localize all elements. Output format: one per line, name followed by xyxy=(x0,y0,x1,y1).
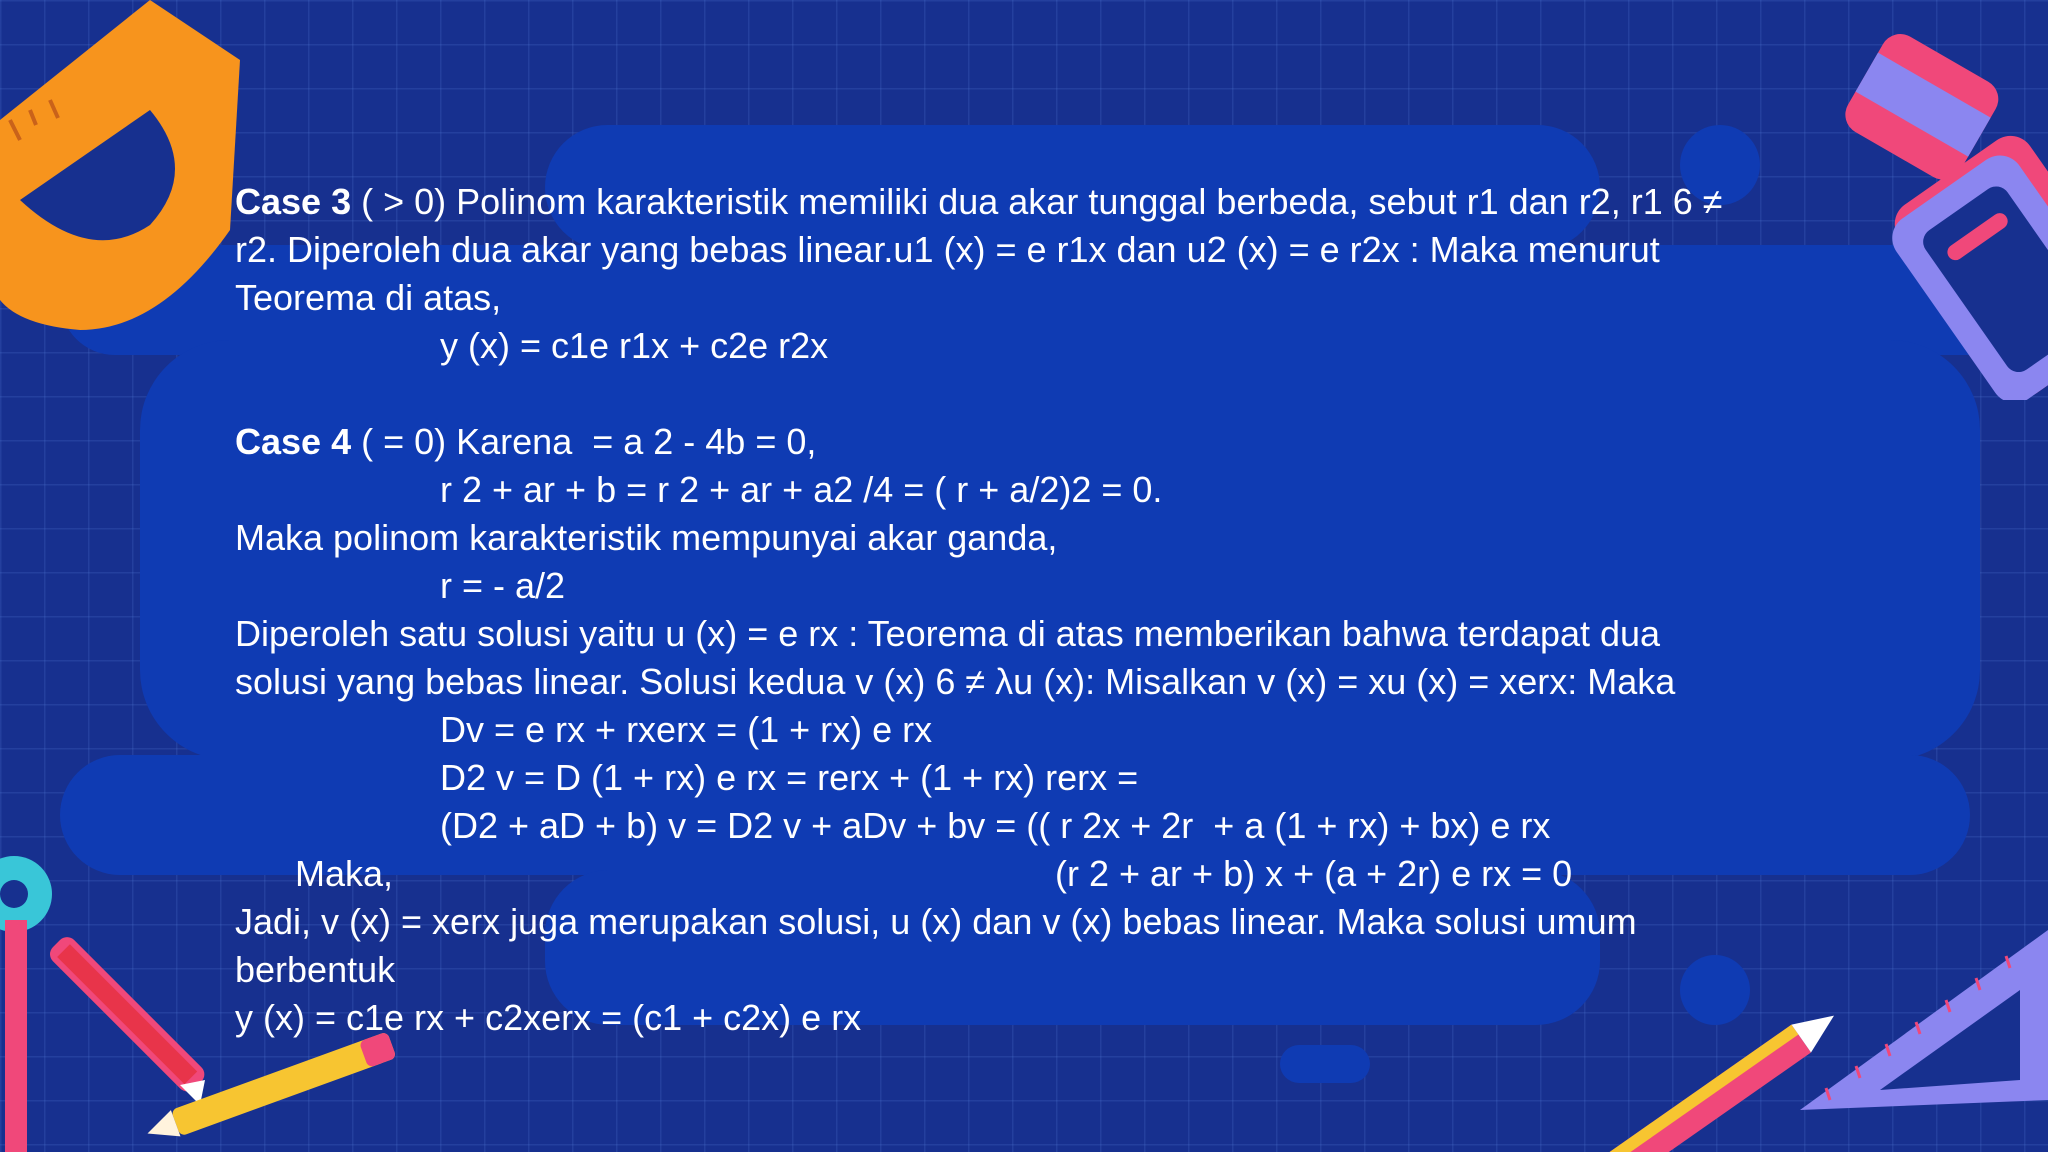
case4-line-5: Diperoleh satu solusi yaitu u (x) = e rx : Teorema di atas memberikan bahwa terdapat dua xyxy=(235,613,1661,654)
case4-equation-4: D2 v = D (1 + rx) e rx = rerx + (1 + rx) rerx = xyxy=(440,757,1139,798)
case4-equation-1: r 2 + ar + b = r 2 + ar + a2 /4 = ( r + a/2)2 = 0. xyxy=(440,469,1163,510)
case4-equation-5: (D2 + aD + b) v = D2 v + aDv + bv = (( r 2x + 2r + a (1 + rx) + bx) e rx xyxy=(440,805,1551,846)
protractor-icon xyxy=(0,0,250,340)
case3-line-1 xyxy=(235,178,1885,226)
case4-line-12: Jadi, v (x) = xerx juga merupakan solusi, u (x) dan v (x) bebas linear. Maka solusi umum xyxy=(235,901,1637,942)
case4-equation-3: Dv = e rx + rxerx = (1 + rx) e rx xyxy=(440,709,933,750)
case3-label: Case 3 xyxy=(235,181,352,222)
case3-line-3: Teorema di atas, xyxy=(235,277,502,318)
general-solution: y (x) = c1e rx + c2xerx = (c1 + c2x) e rx xyxy=(235,997,862,1038)
slide-content xyxy=(235,178,1885,1042)
spacer xyxy=(235,370,1885,418)
case4-line-3: Maka polinom karakteristik mempunyai akar ganda, xyxy=(235,517,1058,558)
case4-label: Case 4 xyxy=(235,421,352,462)
case3-equation: y (x) = c1e r1x + c2e r2x xyxy=(440,325,829,366)
case4-text: ( = 0) Karena = a 2 - 4b = 0, xyxy=(351,421,817,462)
case3-text: ( > 0) Polinom karakteristik memiliki dua akar tunggal berbeda, sebut r1 dan r2, r1 6 ≠ xyxy=(351,181,1723,222)
case4-line-1 xyxy=(235,418,1885,466)
case4-equation-2: r = - a/2 xyxy=(440,565,566,606)
case4-equation-6: (r 2 + ar + b) x + (a + 2r) e rx = 0 xyxy=(1055,853,1573,894)
case4-line-6: solusi yang bebas linear. Solusi kedua v (x) 6 ≠ λu (x): Misalkan v (x) = xu (x) = xerx: Maka xyxy=(235,661,1676,702)
case3-line-2: r2. Diperoleh dua akar yang bebas linear.u1 (x) = e r1x dan u2 (x) = e r2x : Maka menurut xyxy=(235,229,1660,270)
case4-line-13: berbentuk xyxy=(235,949,396,990)
maka-label: Maka, xyxy=(295,853,394,894)
background-blob xyxy=(1280,1045,1370,1083)
